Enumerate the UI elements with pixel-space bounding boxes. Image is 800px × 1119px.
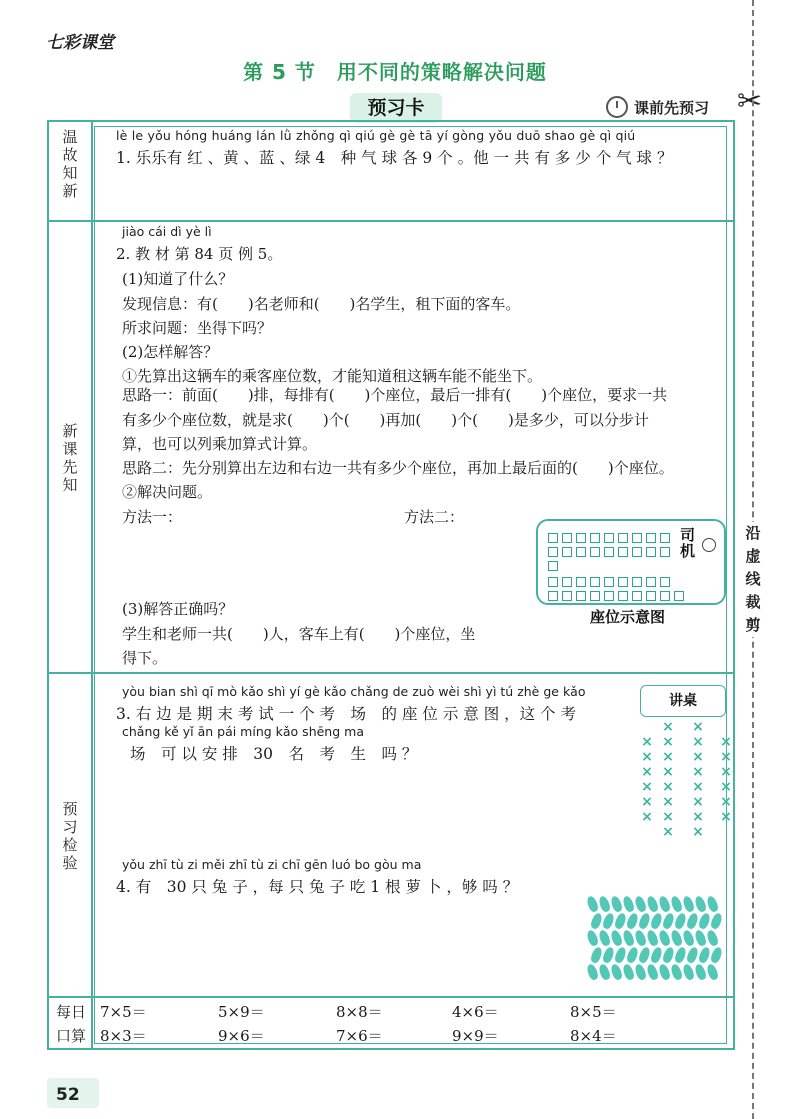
q1-text: 1. 乐乐有 红 、黄 、蓝 、绿 4 种 气 球 各 9 个 。他 一 共 有 多 少 个 气 球 ？	[116, 149, 673, 167]
exam-seat-mark: ×	[692, 809, 704, 825]
bus-seat	[646, 533, 656, 543]
mental-math-item: 8×3＝	[100, 1027, 147, 1045]
cut-label: 沿虚线裁剪	[740, 522, 766, 637]
preview-badge	[606, 96, 709, 118]
carrot-icon	[590, 946, 604, 964]
bus-seat	[618, 591, 628, 601]
carrot-icon	[638, 946, 652, 964]
bus-seat	[576, 547, 586, 557]
bus-seat	[590, 533, 600, 543]
exam-seat-mark: ×	[662, 749, 674, 765]
exam-seat-mark: ×	[692, 824, 704, 840]
mental-math-item: 4×6＝	[452, 1003, 499, 1021]
bus-seat	[562, 577, 572, 587]
method-two-label: 方法二：	[404, 508, 465, 526]
carrot-icon	[622, 929, 636, 947]
carrot-icon	[634, 963, 648, 981]
column-divider	[91, 122, 93, 1048]
exam-seat-mark: ×	[641, 794, 653, 810]
exam-seat-mark: ×	[641, 749, 653, 765]
carrot-icon	[674, 946, 688, 964]
bus-seat	[562, 533, 572, 543]
bus-seat	[660, 591, 670, 601]
carrot-icon	[626, 946, 640, 964]
carrot-icon	[586, 895, 600, 913]
q3-pinyin-line1: yòu bian shì qī mò kǎo shì yí gè kǎo chǎng de zuò wèi shì yì tú zhè ge kǎo	[122, 684, 586, 699]
carrot-icon	[598, 895, 612, 913]
steering-wheel-icon	[702, 538, 716, 552]
exam-seat-mark: ×	[720, 749, 732, 765]
bus-seat	[646, 547, 656, 557]
exam-seat-mark: ×	[641, 734, 653, 750]
bus-seat	[562, 547, 572, 557]
bus-seat	[590, 591, 600, 601]
carrot-icon	[626, 912, 640, 930]
carrot-icon	[590, 912, 604, 930]
bus-seat	[576, 533, 586, 543]
q2-line: 发现信息：有( )名老师和( )名学生，租下面的客车。	[122, 295, 521, 313]
carrot-icon	[646, 895, 660, 913]
row-divider	[49, 996, 733, 998]
exam-seat-mark: ×	[720, 809, 732, 825]
carrot-icon	[622, 895, 636, 913]
exam-seat-mark: ×	[662, 809, 674, 825]
exam-seat-mark: ×	[662, 794, 674, 810]
carrot-icon	[614, 946, 628, 964]
bus-seat	[548, 577, 558, 587]
q2-line: ①先算出这辆车的乘客座位数，才能知道租这辆车能不能坐下。	[122, 367, 543, 385]
exam-seat-mark: ×	[692, 749, 704, 765]
exam-seat-mark: ×	[662, 764, 674, 780]
exam-seat-mark: ×	[641, 809, 653, 825]
mental-math-item: 8×5＝	[570, 1003, 617, 1021]
bus-seat	[604, 577, 614, 587]
bus-seat	[660, 547, 670, 557]
page-number: 52	[56, 1085, 80, 1105]
carrot-icon	[682, 929, 696, 947]
bus-seat	[562, 591, 572, 601]
row-divider	[49, 672, 733, 674]
q2-line: 有多少个座位数，就是求( )个( )再加( )个( )是多少，可以分步计	[122, 411, 649, 429]
carrot-icon	[646, 929, 660, 947]
q3-text-line1: 3. 右 边 是 期 末 考 试 一 个 考 场 的 座 位 示 意 图 ，这 个 考	[116, 705, 576, 723]
carrot-icon	[682, 963, 696, 981]
exam-seat-mark: ×	[720, 734, 732, 750]
exam-seat-mark: ×	[720, 764, 732, 780]
q2-line: 思路二：先分别算出左边和右边一共有多少个座位，再加上最后面的( )个座位。	[122, 459, 674, 477]
scissors-icon: ✂	[737, 84, 763, 119]
carrot-icon	[698, 946, 712, 964]
carrot-icon	[638, 912, 652, 930]
mental-math-item: 9×6＝	[218, 1027, 265, 1045]
carrot-icon	[706, 929, 720, 947]
carrot-icon	[610, 963, 624, 981]
exam-seat-mark: ×	[662, 779, 674, 795]
driver-label: 司机	[680, 526, 696, 560]
bus-seat	[548, 591, 558, 601]
section-label-review: 温故知新	[62, 128, 78, 200]
q2-check-line: 得下。	[122, 649, 168, 667]
carrot-icon	[602, 912, 616, 930]
seat-diagram-caption: 座位示意图	[590, 608, 666, 626]
bus-seat	[548, 561, 558, 571]
carrot-icon	[706, 963, 720, 981]
mental-math-item: 8×4＝	[570, 1027, 617, 1045]
carrot-icon	[694, 929, 708, 947]
exam-seat-mark: ×	[720, 779, 732, 795]
q1-pinyin: lè le yǒu hóng huáng lán lǜ zhǒng qì qiú gè gè tā yí gòng yǒu duō shao gè qì qiú	[116, 128, 636, 143]
bus-seat	[660, 533, 670, 543]
bus-seat	[660, 577, 670, 587]
mental-math-item: 9×9＝	[452, 1027, 499, 1045]
carrot-icon	[710, 946, 724, 964]
carrot-icon	[686, 912, 700, 930]
exam-seat-mark: ×	[692, 779, 704, 795]
bus-seat	[548, 533, 558, 543]
mental-math-item: 5×9＝	[218, 1003, 265, 1021]
carrot-icon	[598, 963, 612, 981]
bus-seat	[590, 577, 600, 587]
bus-seat	[646, 577, 656, 587]
carrot-icon	[682, 895, 696, 913]
bus-seat	[576, 577, 586, 587]
mental-math-item: 7×5＝	[100, 1003, 147, 1021]
carrot-icon	[610, 929, 624, 947]
bus-seat	[604, 591, 614, 601]
carrot-icon	[658, 895, 672, 913]
exam-seat-mark: ×	[692, 734, 704, 750]
q2-line: 算，也可以列乘加算式计算。	[122, 435, 318, 453]
exam-seat-mark: ×	[662, 824, 674, 840]
mental-math-item: 8×8＝	[336, 1003, 383, 1021]
carrot-icon	[646, 963, 660, 981]
carrot-icon	[650, 946, 664, 964]
section-title: 第 5 节 用不同的策略解决问题	[243, 60, 547, 84]
exam-seat-mark: ×	[641, 764, 653, 780]
bus-seat	[548, 547, 558, 557]
exam-seat-mark: ×	[662, 734, 674, 750]
bus-seat	[590, 547, 600, 557]
q4-pinyin: yǒu zhī tù zi měi zhī tù zi chī gēn luó bo gòu ma	[122, 857, 422, 872]
section-label-mental-math: 每日口算	[55, 1003, 86, 1045]
carrot-icon	[614, 912, 628, 930]
bus-seat	[674, 591, 684, 601]
q4-text: 4. 有 30 只 兔 子 ，每 只 兔 子 吃 1 根 萝 卜 ，够 吗 ？	[116, 878, 519, 896]
mental-math-item: 7×6＝	[336, 1027, 383, 1045]
carrot-icon	[598, 929, 612, 947]
carrot-icon	[622, 963, 636, 981]
bus-seat	[604, 533, 614, 543]
carrot-icon	[694, 895, 708, 913]
q2-line: 思路一：前面( )排，每排有( )个座位，最后一排有( )个座位，要求一共	[122, 386, 668, 404]
q2-check-line: 学生和老师一共( )人，客车上有( )个座位，坐	[122, 625, 476, 643]
exam-seat-mark: ×	[662, 719, 674, 735]
carrot-icon	[710, 912, 724, 930]
bus-seat	[618, 577, 628, 587]
carrot-icon	[662, 946, 676, 964]
carrot-icon	[634, 895, 648, 913]
carrot-icon	[658, 929, 672, 947]
carrot-icon	[610, 895, 624, 913]
q2-line: 2. 教 材 第 84 页 例 5。	[116, 245, 283, 263]
bus-seat	[632, 591, 642, 601]
bus-seat	[604, 547, 614, 557]
bus-seat	[576, 591, 586, 601]
carrot-icon	[602, 946, 616, 964]
method-one-label: 方法一：	[122, 508, 183, 526]
lectern-label: 讲桌	[640, 685, 726, 717]
carrot-icon	[586, 963, 600, 981]
bus-seat	[632, 533, 642, 543]
clock-icon	[606, 96, 628, 118]
exam-seat-mark: ×	[692, 719, 704, 735]
carrot-icon	[686, 946, 700, 964]
q2-line: (1)知道了什么？	[122, 270, 234, 288]
exam-seat-mark: ×	[692, 794, 704, 810]
exam-seat-mark: ×	[692, 764, 704, 780]
bus-seat	[618, 547, 628, 557]
q2-line: (2)怎样解答？	[122, 343, 219, 361]
carrot-icon	[670, 963, 684, 981]
q2-pinyin: jiào cái dì yè lì	[122, 224, 212, 239]
carrot-icon	[650, 912, 664, 930]
exam-seat-mark: ×	[641, 779, 653, 795]
carrot-icon	[670, 929, 684, 947]
q3-text-line2: 场 可 以 安 排 30 名 考 生 吗 ？	[130, 745, 418, 763]
preview-label: 课前先预习	[634, 98, 710, 117]
section-label-new-lesson: 新课先知	[62, 422, 78, 494]
q2-line: ②解决问题。	[122, 483, 213, 501]
brand-logo: 七彩课堂	[46, 33, 114, 53]
carrot-icon	[674, 912, 688, 930]
carrot-icon	[658, 963, 672, 981]
carrot-icon	[670, 895, 684, 913]
carrot-icon	[698, 912, 712, 930]
exam-seat-mark: ×	[720, 794, 732, 810]
carrot-icon	[634, 929, 648, 947]
bus-seat	[632, 547, 642, 557]
bus-seat	[618, 533, 628, 543]
q3-pinyin-line2: chǎng kě yǐ ān pái míng kǎo shēng ma	[122, 724, 364, 739]
carrot-icon	[694, 963, 708, 981]
carrot-icon	[662, 912, 676, 930]
bus-seat	[632, 577, 642, 587]
bus-seat	[646, 591, 656, 601]
carrot-icon	[706, 895, 720, 913]
q2-line: 所求问题：坐得下吗？	[122, 319, 273, 337]
row-divider	[49, 220, 733, 222]
carrot-icon	[586, 929, 600, 947]
carrot-picture	[588, 896, 728, 984]
q2-check-line: (3)解答正确吗？	[122, 600, 234, 618]
section-label-check: 预习检验	[62, 800, 78, 872]
card-title: 预习卡	[350, 93, 442, 123]
